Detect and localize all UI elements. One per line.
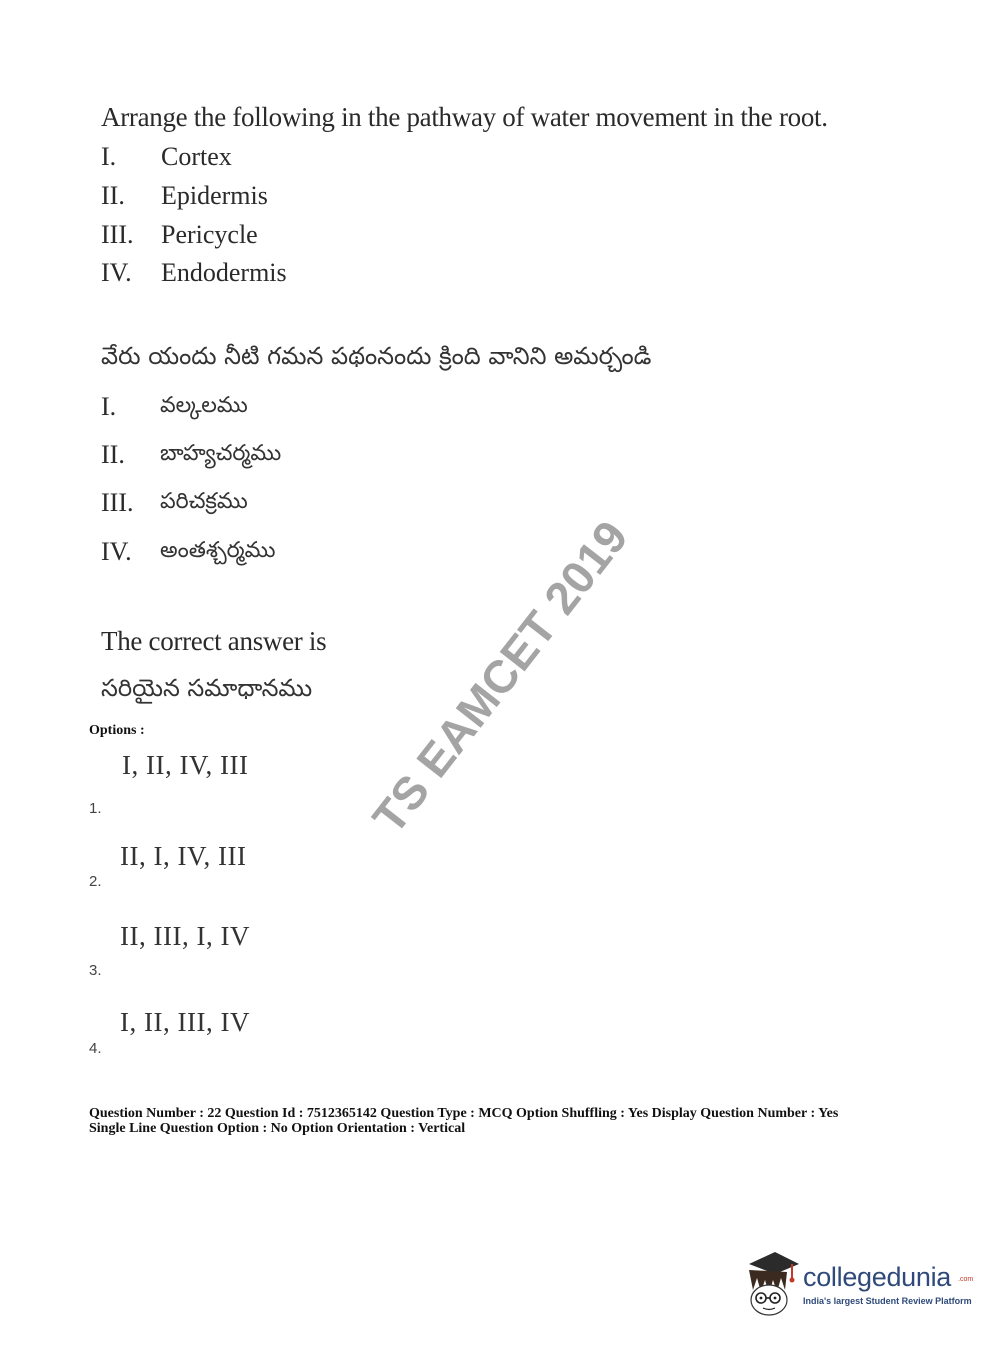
options-label: Options :	[89, 723, 145, 738]
telugu-item-text: పరిచక్రము	[160, 489, 248, 514]
answer-prompt-telugu: సరియైన సమాధానము	[101, 674, 313, 702]
logo-name: collegedunia	[803, 1262, 952, 1292]
collegedunia-logo[interactable]	[743, 1250, 973, 1320]
option-number: 4.	[89, 1040, 102, 1057]
question-text-telugu: వేరు యందు నీటి గమన పథంనందు క్రింది వానిని అమర్చండి	[101, 342, 652, 370]
item-text: Endodermis	[161, 258, 287, 287]
item-number: III.	[101, 220, 134, 249]
item-text: Cortex	[161, 142, 232, 171]
logo-suffix: .com	[958, 1276, 974, 1283]
telugu-item-text: వల్కలము	[160, 393, 248, 418]
question-meta-line2: Single Line Question Option : No Option Orientation : Vertical	[89, 1121, 466, 1136]
item-text: Pericycle	[161, 220, 258, 249]
item-number: I.	[101, 142, 117, 171]
question-text: Arrange the following in the pathway of water movement in the root.	[101, 102, 828, 132]
option-number: 2.	[89, 873, 102, 890]
telugu-item-number: I.	[101, 392, 117, 421]
option-text[interactable]: I, II, III, IV	[120, 1007, 250, 1037]
item-number: IV.	[101, 258, 132, 287]
option-number: 3.	[89, 962, 102, 979]
option-text[interactable]: II, I, IV, III	[120, 841, 247, 871]
option-number: 1.	[89, 800, 102, 817]
item-text: Epidermis	[161, 181, 268, 210]
telugu-item-number: III.	[101, 488, 134, 517]
option-text[interactable]: I, II, IV, III	[122, 750, 249, 780]
option-text[interactable]: II, III, I, IV	[120, 921, 250, 951]
telugu-item-number: II.	[101, 440, 125, 469]
answer-prompt: The correct answer is	[101, 626, 327, 656]
item-number: II.	[101, 181, 125, 210]
telugu-item-text: అంతశ్చర్మము	[160, 538, 276, 563]
logo-tagline: India's largest Student Review Platform	[803, 1296, 972, 1306]
telugu-item-text: బాహ్యచర్మము	[160, 441, 282, 466]
mascot-icon	[743, 1250, 801, 1318]
telugu-item-number: IV.	[101, 537, 132, 566]
question-meta-line1: Question Number : 22 Question Id : 7512365142 Question Type : MCQ Option Shuffling : Yes Display Question Number : Yes	[89, 1106, 839, 1121]
watermark: TS EAMCET 2019	[362, 510, 638, 844]
